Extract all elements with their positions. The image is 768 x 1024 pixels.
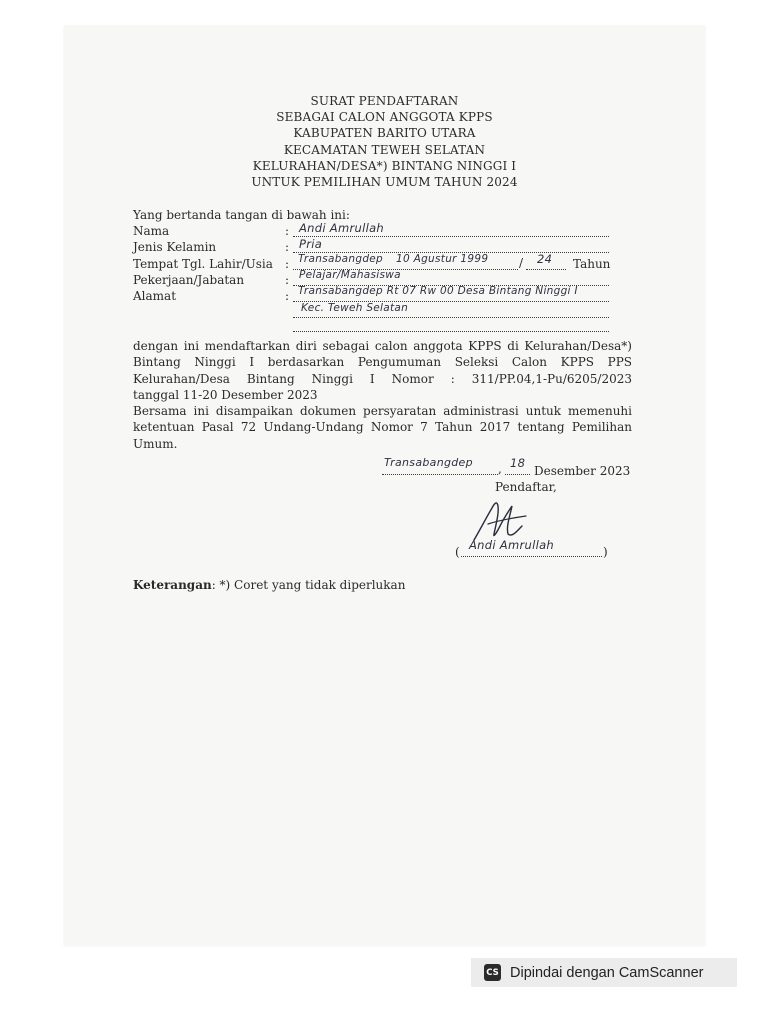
sign-close-paren: )	[603, 545, 608, 559]
signature-mark	[460, 490, 550, 545]
paragraph-registration	[133, 338, 632, 403]
ttl-label: Tempat Tgl. Lahir/Usia	[133, 257, 273, 271]
jk-value: Pria	[299, 237, 323, 251]
intro-text: Yang bertanda tangan di bawah ini:	[133, 208, 350, 222]
paragraph-registration-line-1: dengan ini mendaftarkan diri sebagai calon anggota KPPS di Kelurahan/Desa*)	[133, 339, 632, 353]
document-heading	[64, 93, 705, 190]
nama-label: Nama	[133, 224, 170, 238]
sign-comma: ,	[498, 462, 502, 476]
sign-open-paren: (	[455, 545, 460, 559]
jk-label: Jenis Kelamin	[133, 240, 217, 254]
sign-name: Andi Amrullah	[469, 538, 555, 552]
pekerjaan-colon: :	[285, 273, 290, 287]
camscanner-text: Dipindai dengan CamScanner	[510, 964, 704, 981]
paragraph-registration-line-2: Bintang Ninggi I berdasarkan Pengumuman Seleksi Calon KPPS PPS	[133, 355, 632, 370]
paragraph-documents-line-1: Bersama ini disampaikan dokumen persyaratan administrasi untuk memenuhi	[133, 404, 632, 418]
jk-colon: :	[285, 240, 290, 254]
heading-line-6: UNTUK PEMILIHAN UMUM TAHUN 2024	[251, 175, 518, 190]
nama-colon: :	[285, 224, 290, 238]
heading-line-2: SEBAGAI CALON ANGGOTA KPPS	[276, 110, 493, 125]
camscanner-logo-icon: CS	[484, 964, 501, 981]
heading-line-4: KECAMATAN TEWEH SELATAN	[283, 142, 486, 157]
alamat-line-2: Kec. Teweh Selatan	[301, 302, 409, 314]
ttl-suffix: Tahun	[573, 257, 611, 271]
paragraph-registration-line-4: tanggal 11-20 Desember 2023	[133, 387, 318, 402]
paragraph-documents	[133, 403, 632, 452]
ttl-slash: /	[519, 256, 524, 270]
heading-line-3: KABUPATEN BARITO UTARA	[293, 126, 476, 141]
sign-role: Pendaftar,	[495, 480, 557, 494]
pekerjaan-value: Pelajar/Mahasiswa	[299, 269, 401, 281]
nama-dotted-line	[293, 236, 609, 237]
sign-day: 18	[510, 456, 526, 470]
pekerjaan-label: Pekerjaan/Jabatan	[133, 273, 245, 287]
sign-place: Transabangdep	[384, 456, 473, 469]
ttl-colon: :	[285, 257, 290, 271]
heading-line-5: KELURAHAN/DESA*) BINTANG NINGGI I	[252, 158, 517, 173]
sign-name-dotted-line	[461, 556, 602, 557]
ttl-age: 24	[537, 252, 553, 266]
heading-line-1: SURAT PENDAFTARAN	[310, 94, 459, 108]
alamat-dotted-line-2	[293, 317, 609, 318]
ttl-age-dotted-line	[526, 269, 566, 270]
camscanner-badge	[471, 958, 737, 987]
sign-place-dotted-line	[382, 474, 498, 475]
note-text: : *) Coret yang tidak diperlukan	[211, 578, 406, 592]
alamat-dotted-line-3	[293, 331, 609, 332]
paragraph-documents-line-2: ketentuan Pasal 72 Undang-Undang Nomor 7 Tahun 2017 tentang Pemilihan	[133, 420, 632, 435]
ttl-place: Transabangdep	[298, 253, 384, 265]
paragraph-registration-line-3: Kelurahan/Desa Bintang Ninggi I Nomor : 311/PP.04,1-Pu/6205/2023	[133, 371, 632, 386]
note	[133, 578, 405, 592]
alamat-colon: :	[285, 289, 290, 303]
note-label: Keterangan	[133, 578, 212, 592]
sign-month-year: Desember 2023	[534, 464, 631, 478]
nama-value: Andi Amrullah	[299, 221, 385, 235]
alamat-label: Alamat	[133, 289, 177, 303]
paragraph-documents-line-3: Umum.	[133, 436, 178, 451]
sign-day-dotted-line	[505, 474, 530, 475]
ttl-date: 10 Agustur 1999	[396, 253, 489, 265]
alamat-line-1: Transabangdep Rt 07 Rw 00 Desa Bintang Ninggi I	[298, 285, 578, 297]
